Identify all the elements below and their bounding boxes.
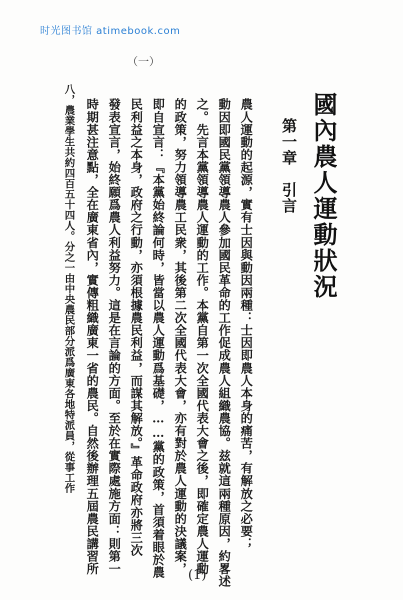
footnote-column: 八，農業學生共約四百五十四人。分之一由中央農民部分派爲廣東各地特派員，從事工作 bbox=[62, 84, 75, 494]
body-column: 時期甚注意點，全在廣東省內，實傳粗織廣東一省的農民。自然後辦理五屆農民講習所 bbox=[85, 98, 100, 575]
body-column: 發表宣言，始終願爲農人利益努力。這是在言論的方面。至於在實際處施方面：則第一 bbox=[107, 98, 122, 575]
chapter-heading bbox=[281, 118, 296, 214]
body-column: 之。先言本黨領導農人運動的工作。本黨自第一次全國代表大會之後，即確定農人運動 bbox=[195, 98, 210, 575]
chapter-number: 第一章 bbox=[280, 118, 298, 166]
body-column: 動因即國民黨領導農人參加國民革命的工作促成農人組織農協。兹就這兩種原因，約畧述 bbox=[217, 98, 232, 588]
document-title: 國內農人運動狀況 bbox=[309, 92, 338, 300]
body-column: 農人運動的起源，實有士因與動因兩種：士因即農人本身的痛苦，有解放之必要； bbox=[239, 98, 254, 550]
page-header-mark: （一） bbox=[127, 55, 160, 68]
body-column: 民利益之本身，政府之行動，亦須根據農民利益，而謀其解放。』革命政府亦將三次 bbox=[129, 98, 144, 557]
body-column: 即自宣言：『本黨始終論何時，皆當以農人運動爲基礎，……黨的政策，首須着眼於農 bbox=[151, 98, 166, 579]
page-number: (1) bbox=[188, 568, 207, 583]
watermark-text: 时光图书馆 atimebook.com bbox=[40, 26, 181, 37]
chapter-name: 引言 bbox=[280, 182, 298, 214]
body-column: 的政策，努力領導農工民衆，其後第二次全國代表大會，亦有對於農人運動的決議案， bbox=[173, 98, 188, 575]
